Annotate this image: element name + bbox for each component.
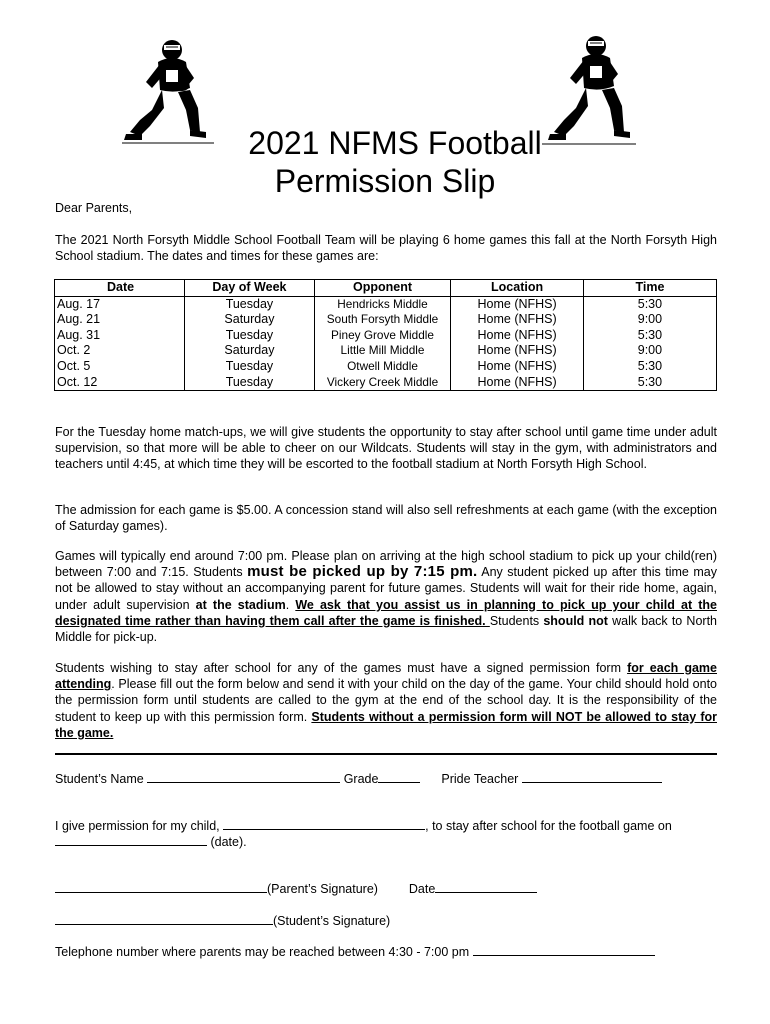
student-name-label: Student’s Name: [55, 772, 144, 786]
pickup-text: Any student picked up after this time may not be allowed to stay without an accompanying parent for future games. Students will wait for their ride home, again, under adult supervision: [55, 565, 717, 612]
cell-opponent: Vickery Creek Middle: [314, 375, 451, 391]
cell-opponent: Hendricks Middle: [314, 296, 451, 312]
cell-date: Aug. 17: [55, 296, 185, 312]
pickup-request-emphasis: We ask that you assist us in planning to pick up your child at the designated time rather than having them call after the game is finished.: [55, 597, 717, 628]
cell-day: Tuesday: [185, 375, 315, 391]
col-header-date: Date: [55, 280, 185, 297]
game-date-field[interactable]: [55, 834, 207, 846]
page-title: 2021 NFMS Football: [248, 125, 542, 161]
parent-signature-label: (Parent’s Signature): [267, 882, 378, 896]
table-row: [55, 328, 717, 344]
pickup-text: Games will typically end around 7:00 pm. Please plan on arriving at the high school stadium to pick up your child(ren) between 7:00 and 7:15. Students: [55, 549, 717, 580]
cell-time: 5:30: [637, 327, 663, 342]
form-text: . Please fill out the form below and send it with your child on the day of the game. Your child should hold onto the permission form until students are called to the gym at the end of the school day. It is the responsibility of the student to keep up with this permission form.: [55, 677, 717, 724]
tuesday-paragraph: For the Tuesday home match-ups, we will give students the opportunity to stay after school until game time under adult supervision, so that more will be able to cheer on our Wildcats. Students will stay in the gym, with administrators and teachers until 4:45, at which time they will be escorted to the football stadium at North Forsyth High School.: [55, 425, 717, 472]
pickup-paragraph: [55, 548, 717, 645]
cell-date: Aug. 31: [55, 328, 185, 344]
form-text: Students wishing to stay after school for any of the games must have a signed permission form: [55, 661, 628, 675]
col-header-time: Time: [635, 280, 665, 294]
each-game-emphasis: for each game attending: [55, 661, 717, 692]
phone-row: [55, 944, 655, 960]
col-header-day: Day of Week: [185, 280, 315, 297]
grade-field[interactable]: [378, 771, 420, 783]
cell-time: 5:30: [637, 358, 663, 373]
permission-date-row: [55, 834, 247, 850]
cell-day: Saturday: [185, 343, 315, 359]
intro-paragraph: The 2021 North Forsyth Middle School Football Team will be playing 6 home games this fall at the North Forsyth High School stadium. The dates and times for these games are:: [55, 233, 717, 264]
cell-day: Tuesday: [185, 328, 315, 344]
phone-field[interactable]: [473, 944, 655, 956]
cell-day: Saturday: [185, 312, 315, 328]
cell-location: Home (NFHS): [451, 312, 584, 328]
cell-day: Tuesday: [185, 296, 315, 312]
cell-location: Home (NFHS): [451, 296, 584, 312]
col-header-location: Location: [451, 280, 584, 297]
pickup-text: walk back to North Middle for pick-up.: [55, 613, 717, 645]
cell-date: Oct. 2: [55, 343, 185, 359]
should-not-emphasis: should not: [543, 613, 608, 628]
stadium-emphasis: at the stadium: [195, 597, 286, 612]
no-form-warning: Students without a permission form will NOT be allowed to stay for the game.: [55, 709, 717, 740]
pickup-text: Students: [489, 613, 544, 628]
pride-teacher-label: Pride Teacher: [441, 772, 519, 786]
cell-day: Tuesday: [185, 359, 315, 375]
form-paragraph: [55, 660, 717, 741]
admission-paragraph: The admission for each game is $5.00. A concession stand will also sell refreshments at each game (with the exception of Saturday games).: [55, 503, 717, 534]
cell-opponent: Otwell Middle: [314, 359, 451, 375]
student-signature-field[interactable]: [55, 913, 273, 925]
table-row: [55, 296, 717, 312]
table-row: [55, 343, 717, 359]
cell-opponent: Piney Grove Middle: [314, 328, 451, 344]
parent-signature-row: [55, 881, 537, 897]
cell-date: Oct. 12: [55, 375, 185, 391]
permission-text-post: , to stay after school for the football game on: [425, 819, 672, 833]
cell-location: Home (NFHS): [451, 343, 584, 359]
child-name-field[interactable]: [223, 818, 425, 830]
table-row: [55, 375, 717, 391]
phone-label: Telephone number where parents may be reached between 4:30 - 7:00 pm: [55, 945, 470, 959]
date-label: Date: [408, 882, 436, 896]
date-suffix: (date).: [210, 835, 247, 849]
pickup-text: .: [285, 597, 296, 612]
student-name-field[interactable]: [147, 771, 340, 783]
student-signature-label: (Student’s Signature): [273, 914, 391, 928]
table-header-row: [55, 280, 717, 297]
cell-time: 5:30: [637, 374, 663, 389]
cell-location: Home (NFHS): [451, 375, 584, 391]
cell-time: 9:00: [637, 312, 663, 327]
section-divider: [55, 753, 717, 755]
permission-text-pre: I give permission for my child,: [55, 819, 220, 833]
student-signature-row: [55, 913, 390, 929]
student-info-row: [55, 771, 662, 787]
cell-time: 5:30: [637, 296, 663, 311]
game-schedule-table: [54, 279, 717, 391]
permission-row: [55, 818, 672, 834]
pride-teacher-field[interactable]: [522, 771, 662, 783]
col-header-opponent: Opponent: [314, 280, 451, 297]
cell-location: Home (NFHS): [451, 328, 584, 344]
greeting: Dear Parents,: [55, 201, 133, 215]
signature-date-field[interactable]: [435, 881, 537, 893]
cell-opponent: Little Mill Middle: [314, 343, 451, 359]
cell-date: Oct. 5: [55, 359, 185, 375]
grade-label: Grade: [343, 772, 379, 786]
page-subtitle: Permission Slip: [274, 163, 496, 199]
table-row: [55, 359, 717, 375]
table-row: [55, 312, 717, 328]
parent-signature-field[interactable]: [55, 881, 267, 893]
cell-location: Home (NFHS): [451, 359, 584, 375]
cell-time: 9:00: [637, 343, 663, 358]
pickup-deadline-emphasis: must be picked up by 7:15 pm.: [247, 563, 478, 581]
cell-opponent: South Forsyth Middle: [314, 312, 451, 328]
cell-date: Aug. 21: [55, 312, 185, 328]
